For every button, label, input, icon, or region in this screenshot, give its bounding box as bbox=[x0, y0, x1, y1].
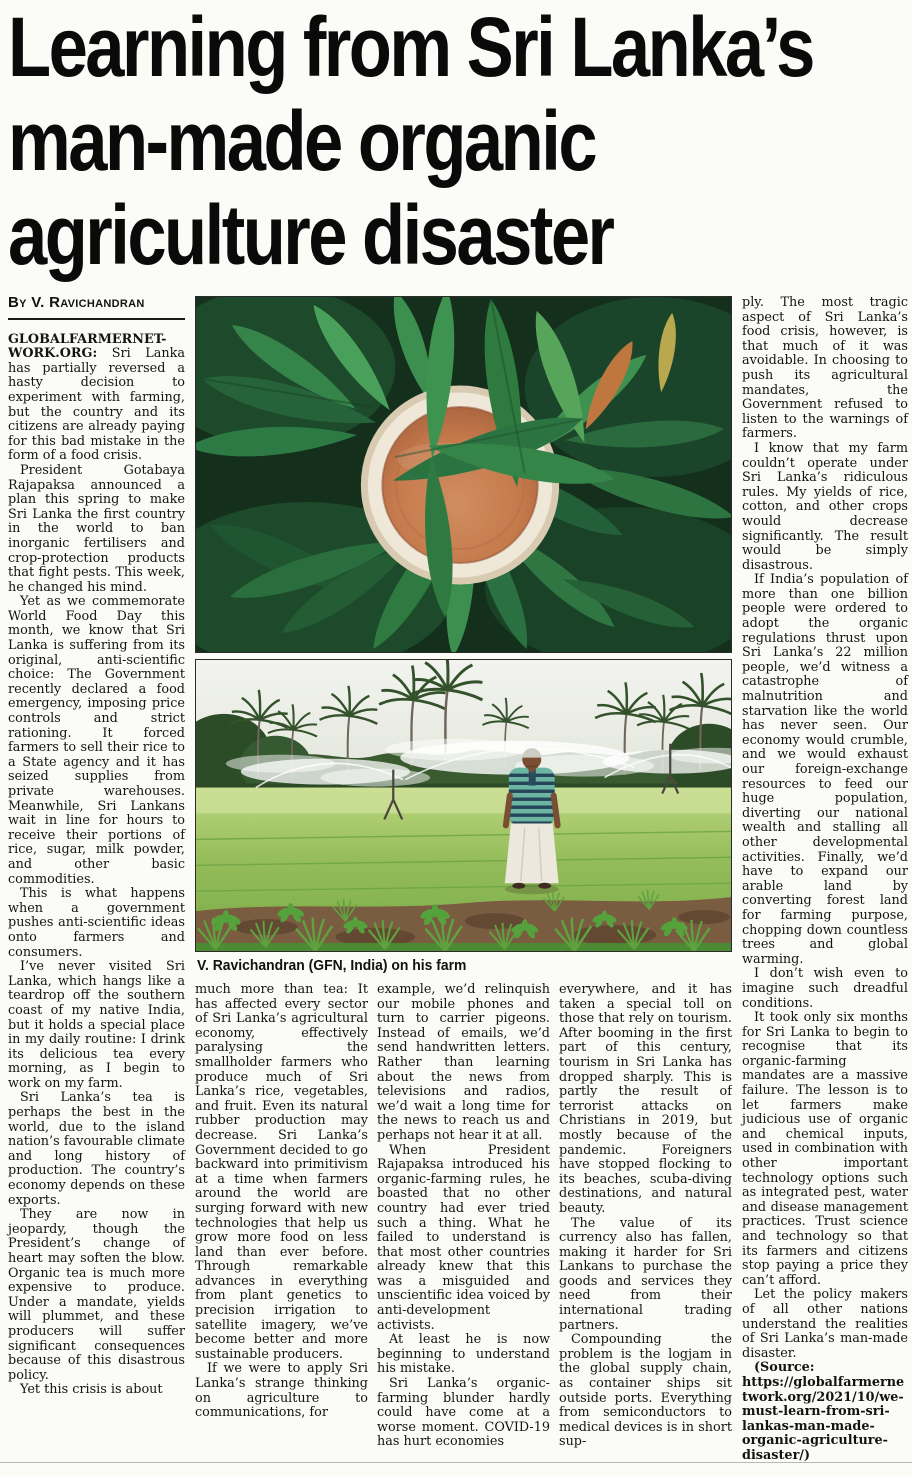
article-paragraph: At least he is now beginning to understand his mistake. bbox=[377, 1332, 550, 1377]
article-paragraph: everywhere, and it has taken a special toll on those that rely on tourism. After booming in the first part of this century, tourism in Sri Lanka has dropped sharply. This is partly the result of terrorist attacks on Christians in 2019, but mostly because of the pandemic. Foreigners have stopped flocking to its beaches, scuba-diving destinations, and natural beauty. bbox=[559, 983, 732, 1216]
farmer-field-photo bbox=[195, 659, 732, 952]
column-4 bbox=[559, 983, 732, 1467]
bottom-rule bbox=[0, 1462, 912, 1463]
column-3 bbox=[377, 983, 550, 1467]
article-paragraph: I don’t wish even to imagine such dreadful conditions. bbox=[742, 966, 908, 1011]
column-5 bbox=[742, 296, 908, 1467]
article-paragraph: The value of its currency also has fallen, making it harder for Sri Lankans to purchase the goods and services they need from their international trading partners. bbox=[559, 1215, 732, 1333]
article-paragraph: example, we’d relinquish our mobile phones and turn to carrier pigeons. Instead of emails, we’d send handwritten letters. Rather than learning about the news from televisions and radios, we’d wait a long time for the news to reach us and perhaps not hear it at all. bbox=[377, 983, 550, 1143]
byline: By V. Ravichandran bbox=[8, 294, 145, 311]
column-2 bbox=[195, 983, 368, 1467]
article-paragraph: I’ve never visited Sri Lanka, which hangs like a teardrop off the southern coast of my native India, but it holds a special place in my daily routine: I drink its delicious tea every morning, as I begin to work on my farm. bbox=[8, 959, 185, 1091]
headline-line-3: agriculture disaster bbox=[8, 188, 613, 282]
article-paragraph: President Gotabaya Rajapaksa announced a plan this spring to make Sri Lanka the first country in the world to ban inorganic fertilisers and crop-protection products that fight pests. This week, he changed his mind. bbox=[8, 462, 185, 595]
article-paragraph: Yet as we commemorate World Food Day this month, we know that Sri Lanka is suffering from its original, anti-scientific choice: The Government recently declared a food emergency, imposing price controls and strict rationing. It forced farmers to sell their rice to a State agency and it has seized supplies from private warehouses. Meanwhile, Sri Lankans wait in line for hours to receive their portions of rice, sugar, milk powder, and other basic commodities. bbox=[8, 594, 185, 887]
paragraph-lead: GLOBALFARMERNET-WORK.ORG: bbox=[8, 331, 167, 362]
center-block bbox=[195, 296, 732, 1467]
photo-caption: V. Ravichandran (GFN, India) on his farm bbox=[197, 958, 467, 974]
paragraph-text: Sri Lanka has partially reversed a hasty decision to experiment with farming, but the country and its citizens are already paying for this bad mistake in the form of a food crisis. bbox=[8, 346, 185, 464]
article-paragraph: Let the policy makers of all other nations understand the realities of Sri Lanka’s man-made disaster. bbox=[742, 1287, 908, 1361]
article-paragraph bbox=[8, 333, 185, 464]
article-paragraph: Compounding the problem is the logjam in the global supply chain, as container ships sit outside ports. Everything from semiconductors to medical devices is in short sup- bbox=[559, 1332, 732, 1450]
article-paragraph: When President Rajapaksa introduced his organic-farming rules, he boasted that no other country had ever tried such a thing. What he failed to understand is that most other countries already knew that this was a misguided and unscientific idea voiced by anti-development activists. bbox=[377, 1142, 550, 1333]
article-paragraph: I know that my farm couldn’t operate under Sri Lanka’s ridiculous rules. My yields of rice, cotton, and other crops would decrease significantly. The result would be simply disastrous. bbox=[742, 440, 908, 573]
article-paragraph: Sri Lanka’s organic-farming blunder hardly could have come at a worse moment. COVID-19 has hurt economies bbox=[377, 1376, 550, 1450]
tea-cup-photo bbox=[195, 296, 732, 653]
article-body bbox=[8, 296, 908, 1467]
bottom-columns bbox=[195, 983, 732, 1467]
source-link-text: (Source: https://globalfarmernetwork.org/2021/10/we-must-learn-from-sri-lankas-man-made-organic-agriculture-disaster/) bbox=[742, 1360, 905, 1463]
article-paragraph: ply. The most tragic aspect of Sri Lanka’s food crisis, however, is that much of it was avoidable. In choosing to push its agricultural mandates, the Government refused to listen to the warnings of farmers. bbox=[742, 295, 908, 442]
article-paragraph: They are now in jeopardy, though the President’s change of heart may soften the blow. Organic tea is much more expensive to produce. Under a mandate, yields will plummet, and these producers will suffer significant consequences because of this disastrous policy. bbox=[8, 1207, 185, 1383]
headline-line-2: man-made organic bbox=[8, 94, 596, 188]
article-paragraph: If India’s population of more than one billion people were ordered to adopt the organic regulations thrust upon Sri Lanka’s 22 million people, we’d witness a catastrophe of malnutrition and starvation like the world has never seen. Our economy would crumble, and we would exhaust our foreign-exchange resources to feed our huge population, diverting our national wealth and stalling all other developmental activities. Finally, we’d have to expand our arable land by converting forest land for farming purpose, chopping down countless trees and global warming. bbox=[742, 572, 908, 967]
byline-rule bbox=[8, 318, 185, 320]
article-paragraph: Yet this crisis is about bbox=[20, 1382, 163, 1398]
article-paragraph: Sri Lanka’s tea is perhaps the best in the world, due to the island nation’s favourable climate and long history of production. The country’s economy depends on these exports. bbox=[8, 1090, 185, 1208]
article-paragraph: It took only six months for Sri Lanka to begin to recognise that its organic-farming mandates are a massive failure. The lesson is to let farmers make judicious use of organic and chemical inputs, used in combination with other important technology options such as integrated pest, water and disease management practices. Trust science and technology so that its farmers and citizens stop paying a price they can’t afford. bbox=[742, 1010, 908, 1288]
article-paragraph: This is what happens when a government pushes anti-scientific ideas onto farmers and consumers. bbox=[8, 886, 185, 960]
article-headline bbox=[8, 0, 813, 282]
article-paragraph: If we were to apply Sri Lanka’s strange thinking on agriculture to communications, for bbox=[195, 1361, 368, 1421]
article-paragraph: much more than tea: It has affected every sector of Sri Lanka’s agricultural economy, effectively paralysing the smallholder farmers who produce much of Sri Lanka’s rice, vegetables, and fruit. Even its natural rubber production may decrease. Sri Lanka’s Government decided to go backward into primitivism at a time when farmers around the world are surging forward with new technologies that help us grow more food on less land than ever before. Through remarkable advances in everything from plant genetics to precision irrigation to satellite imagery, we’ve become better and more sustainable producers. bbox=[195, 983, 368, 1362]
column-1 bbox=[8, 296, 185, 1467]
headline-line-1: Learning from Sri Lanka’s bbox=[8, 0, 813, 94]
